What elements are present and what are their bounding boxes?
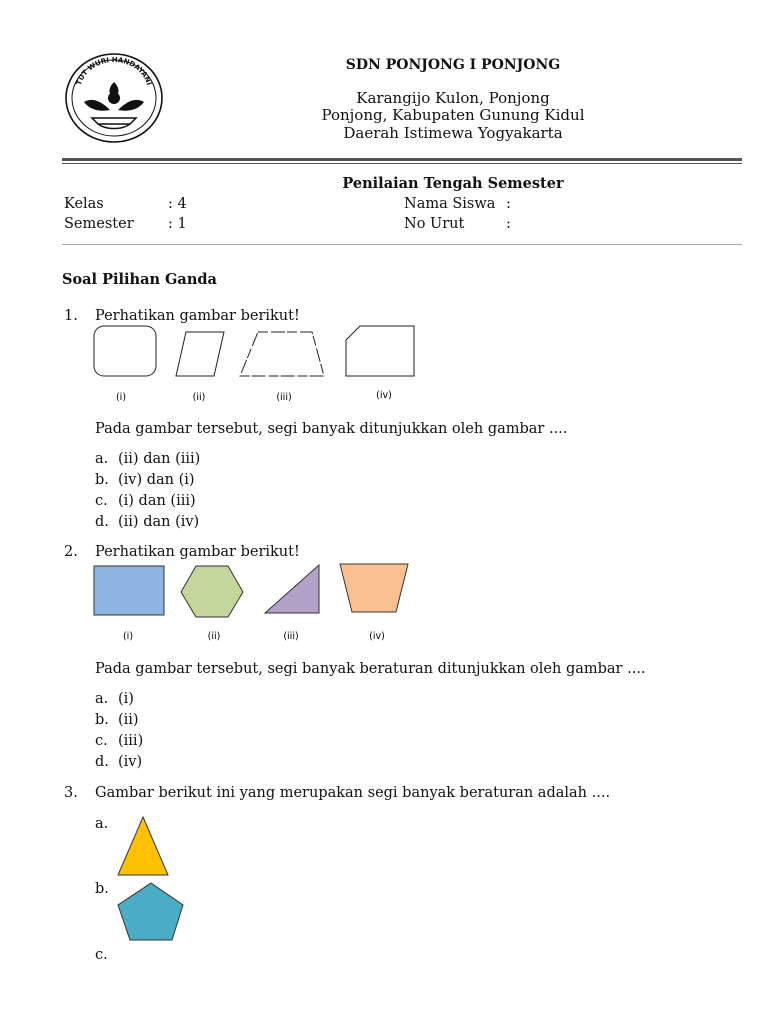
info-divider — [62, 244, 742, 245]
no-urut-value: : — [506, 216, 511, 232]
q1-option-a[interactable]: (ii) dan (iii) — [118, 451, 201, 467]
no-urut-label: No Urut — [404, 216, 465, 232]
q1-label-iv: (iv) — [376, 390, 392, 401]
q1-shape-i — [94, 326, 156, 376]
school-name: SDN PONJONG I PONJONG — [345, 57, 561, 73]
q1-label-i: (i) — [115, 392, 127, 403]
question-2-figure — [88, 560, 418, 650]
q2-option-c-letter: c. — [95, 733, 108, 749]
semester-label: Semester — [64, 216, 134, 232]
q1-option-b[interactable]: (iv) dan (i) — [118, 472, 195, 488]
exam-title: Penilaian Tengah Semester — [342, 175, 564, 192]
semester-value: : 1 — [168, 216, 187, 232]
nama-siswa-value: : — [506, 196, 511, 212]
q3-option-a-letter: a. — [95, 816, 109, 832]
header-divider — [62, 158, 742, 164]
school-logo — [64, 52, 164, 144]
q2-label-iii: (iii) — [283, 631, 299, 642]
question-1-prompt: Perhatikan gambar berikut! — [95, 308, 300, 324]
q1-label-ii: (ii) — [192, 392, 206, 403]
kelas-label: Kelas — [64, 196, 104, 212]
q1-option-c[interactable]: (i) dan (iii) — [118, 493, 196, 509]
q2-shape-iv — [340, 564, 408, 612]
q3-option-b-pentagon[interactable] — [116, 881, 186, 943]
address-line-3: Daerah Istimewa Yogyakarta — [343, 124, 563, 142]
question-2-text: Pada gambar tersebut, segi banyak beraturan ditunjukkan oleh gambar .... — [95, 661, 646, 677]
question-1-text: Pada gambar tersebut, segi banyak ditunjukkan oleh gambar .... — [95, 421, 568, 437]
q3-option-a-triangle[interactable] — [116, 814, 172, 878]
q1-option-a-letter: a. — [95, 451, 109, 467]
q1-option-b-letter: b. — [95, 472, 109, 488]
q2-shape-i — [94, 566, 164, 615]
q2-shape-ii — [181, 566, 243, 617]
q3-option-b-letter: b. — [95, 881, 109, 897]
question-2-number: 2. — [64, 544, 78, 560]
q2-option-b-letter: b. — [95, 712, 109, 728]
question-3-prompt: Gambar berikut ini yang merupakan segi banyak beraturan adalah .... — [95, 785, 611, 801]
svg-text:TUT WURI HANDAYANI: TUT WURI HANDAYANI — [74, 55, 154, 87]
q1-shape-ii — [176, 332, 224, 376]
q1-label-iii: (iii) — [276, 392, 292, 403]
q2-option-a[interactable]: (i) — [118, 691, 134, 707]
question-1-number: 1. — [64, 308, 78, 324]
q1-option-d[interactable]: (ii) dan (iv) — [118, 514, 200, 530]
address-line-1: Karangijo Kulon, Ponjong — [356, 89, 550, 107]
q2-label-i: (i) — [122, 631, 134, 642]
nama-siswa-label: Nama Siswa — [404, 196, 496, 212]
kelas-value: : 4 — [168, 196, 187, 212]
question-3-number: 3. — [64, 785, 78, 801]
q2-option-a-letter: a. — [95, 691, 109, 707]
q2-option-d[interactable]: (iv) — [118, 754, 143, 770]
q1-option-c-letter: c. — [95, 493, 108, 509]
q2-option-b[interactable]: (ii) — [118, 712, 139, 728]
q1-shape-iii — [240, 332, 324, 376]
question-1-figure — [88, 320, 428, 410]
q2-option-d-letter: d. — [95, 754, 109, 770]
question-2-prompt: Perhatikan gambar berikut! — [95, 544, 300, 560]
q2-option-c[interactable]: (iii) — [118, 733, 144, 749]
address-line-2: Ponjong, Kabupaten Gunung Kidul — [321, 106, 585, 124]
q1-option-d-letter: d. — [95, 514, 109, 530]
section-title: Soal Pilihan Ganda — [62, 271, 217, 288]
q2-shape-iii — [265, 565, 319, 613]
q1-shape-iv — [346, 326, 414, 376]
q2-label-ii: (ii) — [207, 631, 221, 642]
q2-label-iv: (iv) — [369, 631, 385, 642]
q3-option-c-letter: c. — [95, 947, 108, 963]
